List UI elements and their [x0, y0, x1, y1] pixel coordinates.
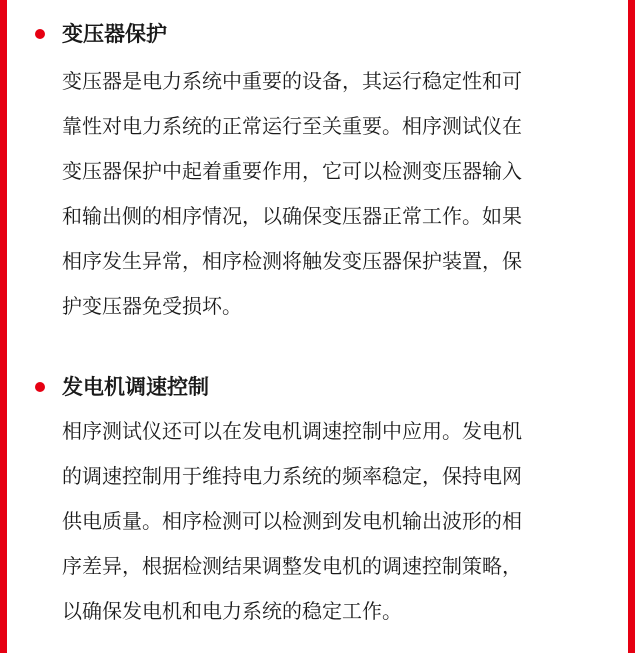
paragraph-line: 相序发生异常，相序检测将触发变压器保护装置，保: [62, 249, 522, 273]
paragraph-line: 和输出侧的相序情况，以确保变压器正常工作。如果: [62, 204, 522, 228]
section-generator-speed-control: [0, 367, 635, 634]
section-heading-row: [0, 367, 635, 407]
section-paragraph: [0, 59, 602, 329]
paragraph-line: 的调速控制用于维持电力系统的频率稳定，保持电网: [62, 464, 522, 488]
section-title: 变压器保护: [62, 22, 167, 46]
section-heading-row: [0, 14, 635, 54]
paragraph-line: 护变压器免受损坏。: [62, 294, 242, 318]
bullet-dot-icon: [35, 29, 45, 39]
paragraph-line: 供电质量。相序检测可以检测到发电机输出波形的相: [62, 509, 522, 533]
section-paragraph: [0, 409, 602, 634]
paragraph-line: 以确保发电机和电力系统的稳定工作。: [62, 599, 402, 623]
paragraph-line: 序差异，根据检测结果调整发电机的调速控制策略，: [62, 554, 522, 578]
paragraph-line: 靠性对电力系统的正常运行至关重要。相序测试仪在: [62, 114, 522, 138]
paragraph-line: 变压器是电力系统中重要的设备，其运行稳定性和可: [62, 69, 522, 93]
bullet-dot-icon: [35, 382, 45, 392]
section-title: 发电机调速控制: [62, 375, 209, 399]
paragraph-line: 变压器保护中起着重要作用，它可以检测变压器输入: [62, 159, 522, 183]
paragraph-line: 相序测试仪还可以在发电机调速控制中应用。发电机: [62, 419, 522, 443]
section-transformer-protection: [0, 14, 635, 329]
